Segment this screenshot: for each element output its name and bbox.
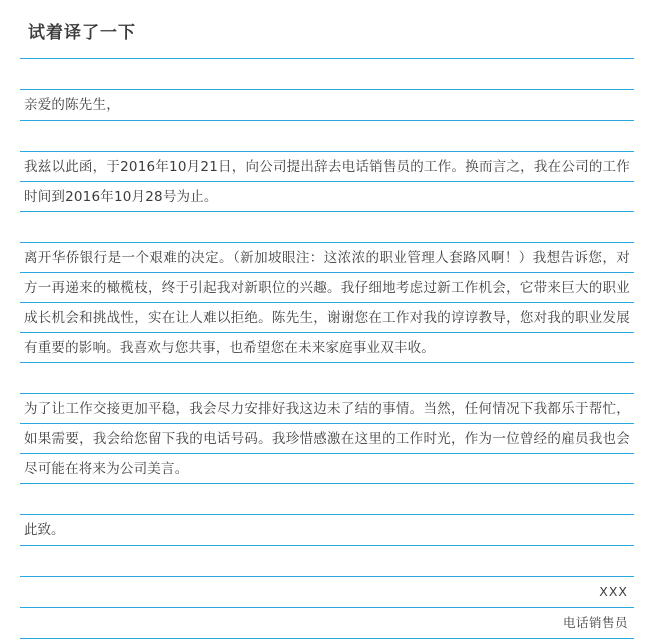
paragraph-text: 离开华侨银行是一个艰难的决定。（新加坡眼注：这浓浓的职业管理人套路风啊！）我想告诉您，对方一再递来的橄榄枝，终于引起我对新职位的兴趣。我仔细地考虑过新工作机会，它带来巨大的职业成长机会和挑战性，实在让人难以拒绝。陈先生，谢谢您在工作对我的谆谆教导，您对我的职业发展有重要的影响。我喜欢与您共事，也希望您在未来家庭事业双丰收。 [20,243,634,363]
blank-line [20,363,634,394]
blank-line [20,121,634,151]
signature-name [20,577,634,608]
paragraph-text: 我兹以此函，于2016年10月21日，向公司提出辞去电话销售员的工作。换而言之，我在公司的工作时间到2016年10月28号为止。 [20,152,634,212]
blank-line [20,59,634,89]
salutation: 亲爱的陈先生， [24,96,120,113]
paragraph-1 [20,152,634,212]
signature-name-text: XXX [599,583,628,599]
page-title: 试着译了一下 [28,23,136,43]
paragraph-2 [20,243,634,363]
paragraph-3 [20,394,634,484]
signature-role [20,608,634,639]
blank-line [20,484,634,515]
blank-line [20,212,634,243]
closing-line: 此致。 [20,515,634,546]
blank-line [20,546,634,577]
signature-role-text: 电话销售员 [562,614,628,630]
paragraph-text: 为了让工作交接更加平稳，我会尽力安排好我这边未了结的事情。当然，任何情况下我都乐于帮忙，如果需要，我会给您留下我的电话号码。我珍惜感激在这里的工作时光，作为一位曾经的雇员我也会尽可能在将来为公司美言。 [20,394,634,484]
